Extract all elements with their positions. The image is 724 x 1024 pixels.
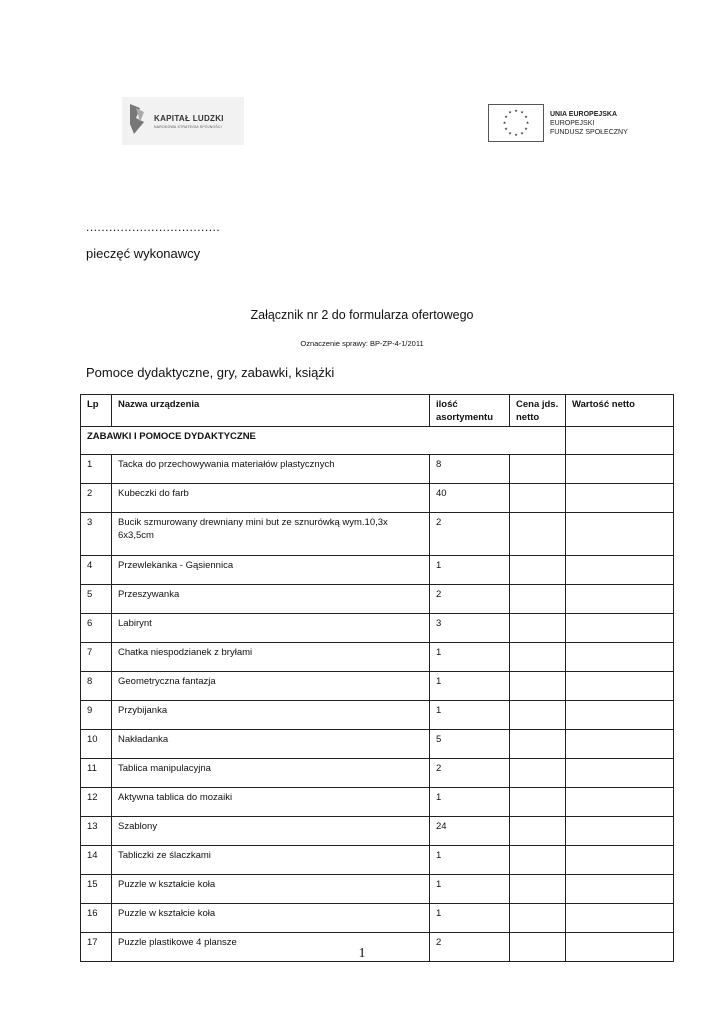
eu-line-3: FUNDUSZ SPOŁECZNY — [550, 129, 628, 136]
kapital-ludzki-logo — [122, 97, 244, 145]
cell-qty: 1 — [430, 672, 510, 701]
cell-qty: 1 — [430, 556, 510, 585]
cell-name: Tabliczki ze ślaczkami — [112, 846, 430, 875]
table-row — [81, 513, 674, 556]
case-reference: Oznaczenie sprawy: BP-ZP-4-1/2011 — [300, 339, 424, 348]
cell-qty: 3 — [430, 614, 510, 643]
cell-value — [566, 730, 674, 759]
cell-name: Przybijanka — [112, 701, 430, 730]
cell-name: Tacka do przechowywania materiałów plastycznych — [112, 455, 430, 484]
cell-unit-price — [510, 817, 566, 846]
svg-text:★: ★ — [520, 109, 524, 115]
svg-text:★: ★ — [514, 108, 518, 113]
cell-lp: 5 — [81, 585, 112, 614]
svg-text:★: ★ — [524, 126, 528, 131]
cell-unit-price — [510, 759, 566, 788]
cell-name: Puzzle w kształcie koła — [112, 904, 430, 933]
cell-qty: 1 — [430, 875, 510, 904]
cell-value — [566, 759, 674, 788]
svg-text:★: ★ — [508, 130, 512, 136]
items-table — [80, 394, 674, 962]
cell-unit-price — [510, 484, 566, 513]
cell-unit-price — [510, 513, 566, 556]
cell-lp: 4 — [81, 556, 112, 585]
cell-qty: 40 — [430, 484, 510, 513]
cell-qty: 1 — [430, 904, 510, 933]
cell-lp: 17 — [81, 933, 112, 962]
cell-qty: 1 — [430, 701, 510, 730]
cell-lp: 11 — [81, 759, 112, 788]
svg-text:★: ★ — [502, 120, 507, 125]
stamp-label: pieczęć wykonawcy — [86, 246, 201, 261]
cell-value — [566, 455, 674, 484]
cell-unit-price — [510, 846, 566, 875]
document-subtitle: Pomoce dydaktyczne, gry, zabawki, książki — [86, 365, 335, 380]
cell-lp: 1 — [81, 455, 112, 484]
kapital-ludzki-emblem-icon — [128, 102, 146, 136]
cell-value — [566, 846, 674, 875]
cell-qty: 5 — [430, 730, 510, 759]
header-unit-price: Cena jds. netto — [510, 395, 566, 427]
cell-unit-price — [510, 455, 566, 484]
table-row — [81, 817, 674, 846]
cell-value — [566, 513, 674, 556]
cell-unit-price — [510, 701, 566, 730]
table-row — [81, 585, 674, 614]
cell-lp: 8 — [81, 672, 112, 701]
table-row — [81, 759, 674, 788]
svg-text:★: ★ — [504, 126, 508, 131]
cell-lp: 14 — [81, 846, 112, 875]
table-row — [81, 846, 674, 875]
document-title: Załącznik nr 2 do formularza ofertowego — [250, 308, 474, 322]
page-number: 1 — [358, 946, 366, 961]
table-row — [81, 643, 674, 672]
cell-qty: 2 — [430, 513, 510, 556]
cell-unit-price — [510, 904, 566, 933]
cell-unit-price — [510, 672, 566, 701]
cell-name: Geometryczna fantazja — [112, 672, 430, 701]
eu-line-2: EUROPEJSKI — [550, 120, 595, 127]
cell-value — [566, 817, 674, 846]
cell-qty: 2 — [430, 585, 510, 614]
cell-name: Labirynt — [112, 614, 430, 643]
cell-value — [566, 614, 674, 643]
cell-lp: 12 — [81, 788, 112, 817]
cell-lp: 2 — [81, 484, 112, 513]
cell-qty: 1 — [430, 643, 510, 672]
cell-unit-price — [510, 556, 566, 585]
cell-name: Tablica manipulacyjna — [112, 759, 430, 788]
logo-left-title: KAPITAŁ LUDZKI — [154, 114, 224, 123]
cell-name: Przeszywanka — [112, 585, 430, 614]
table-header-row — [81, 395, 674, 427]
table-row — [81, 730, 674, 759]
table-row — [81, 788, 674, 817]
cell-qty: 2 — [430, 933, 510, 962]
cell-value — [566, 788, 674, 817]
cell-value — [566, 672, 674, 701]
cell-name: Puzzle plastikowe 4 plansze — [112, 933, 430, 962]
cell-value — [566, 556, 674, 585]
cell-value — [566, 701, 674, 730]
cell-name: Aktywna tablica do mozaiki — [112, 788, 430, 817]
cell-qty: 24 — [430, 817, 510, 846]
table-row — [81, 484, 674, 513]
table-row — [81, 672, 674, 701]
cell-unit-price — [510, 730, 566, 759]
section-empty-cell — [566, 427, 674, 455]
table-row — [81, 455, 674, 484]
cell-lp: 15 — [81, 875, 112, 904]
cell-lp: 13 — [81, 817, 112, 846]
header-qty: ilość asortymentu — [430, 395, 510, 427]
table-row — [81, 904, 674, 933]
eu-logo-text — [550, 110, 628, 137]
cell-name: Kubeczki do farb — [112, 484, 430, 513]
svg-text:★: ★ — [524, 114, 528, 119]
stamp-dots: ................................... — [86, 220, 221, 234]
eu-flag-icon — [488, 104, 544, 142]
table-row — [81, 614, 674, 643]
cell-qty: 2 — [430, 759, 510, 788]
cell-qty: 1 — [430, 846, 510, 875]
cell-name: Chatka niespodzianek z bryłami — [112, 643, 430, 672]
svg-text:★: ★ — [508, 109, 512, 115]
svg-text:★: ★ — [525, 120, 530, 125]
header-lp: Lp — [81, 395, 112, 427]
svg-text:★: ★ — [514, 132, 518, 137]
cell-unit-price — [510, 875, 566, 904]
cell-unit-price — [510, 788, 566, 817]
cell-value — [566, 484, 674, 513]
header-value: Wartość netto — [566, 395, 674, 427]
section-title: ZABAWKI I POMOCE DYDAKTYCZNE — [81, 427, 566, 455]
cell-value — [566, 585, 674, 614]
table-row — [81, 875, 674, 904]
cell-unit-price — [510, 643, 566, 672]
cell-unit-price — [510, 585, 566, 614]
cell-value — [566, 643, 674, 672]
cell-qty: 8 — [430, 455, 510, 484]
cell-value — [566, 904, 674, 933]
cell-unit-price — [510, 614, 566, 643]
svg-text:★: ★ — [520, 130, 524, 136]
cell-lp: 6 — [81, 614, 112, 643]
table-row — [81, 701, 674, 730]
cell-qty: 1 — [430, 788, 510, 817]
cell-name: Nakładanka — [112, 730, 430, 759]
cell-lp: 3 — [81, 513, 112, 556]
eu-line-1: UNIA EUROPEJSKA — [550, 111, 618, 118]
logo-left-subtitle: NARODOWA STRATEGIA SPÓJNOŚCI — [154, 125, 222, 129]
svg-text:★: ★ — [504, 114, 508, 119]
cell-lp: 7 — [81, 643, 112, 672]
cell-lp: 16 — [81, 904, 112, 933]
section-row — [81, 427, 674, 455]
cell-name: Bucik szmurowany drewniany mini but ze sznurówką wym.10,3x 6x3,5cm — [112, 513, 430, 556]
cell-lp: 9 — [81, 701, 112, 730]
header-name: Nazwa urządzenia — [112, 395, 430, 427]
cell-name: Puzzle w kształcie koła — [112, 875, 430, 904]
cell-name: Szablony — [112, 817, 430, 846]
cell-name: Przewlekanka - Gąsiennica — [112, 556, 430, 585]
table-row — [81, 556, 674, 585]
cell-lp: 10 — [81, 730, 112, 759]
cell-value — [566, 875, 674, 904]
